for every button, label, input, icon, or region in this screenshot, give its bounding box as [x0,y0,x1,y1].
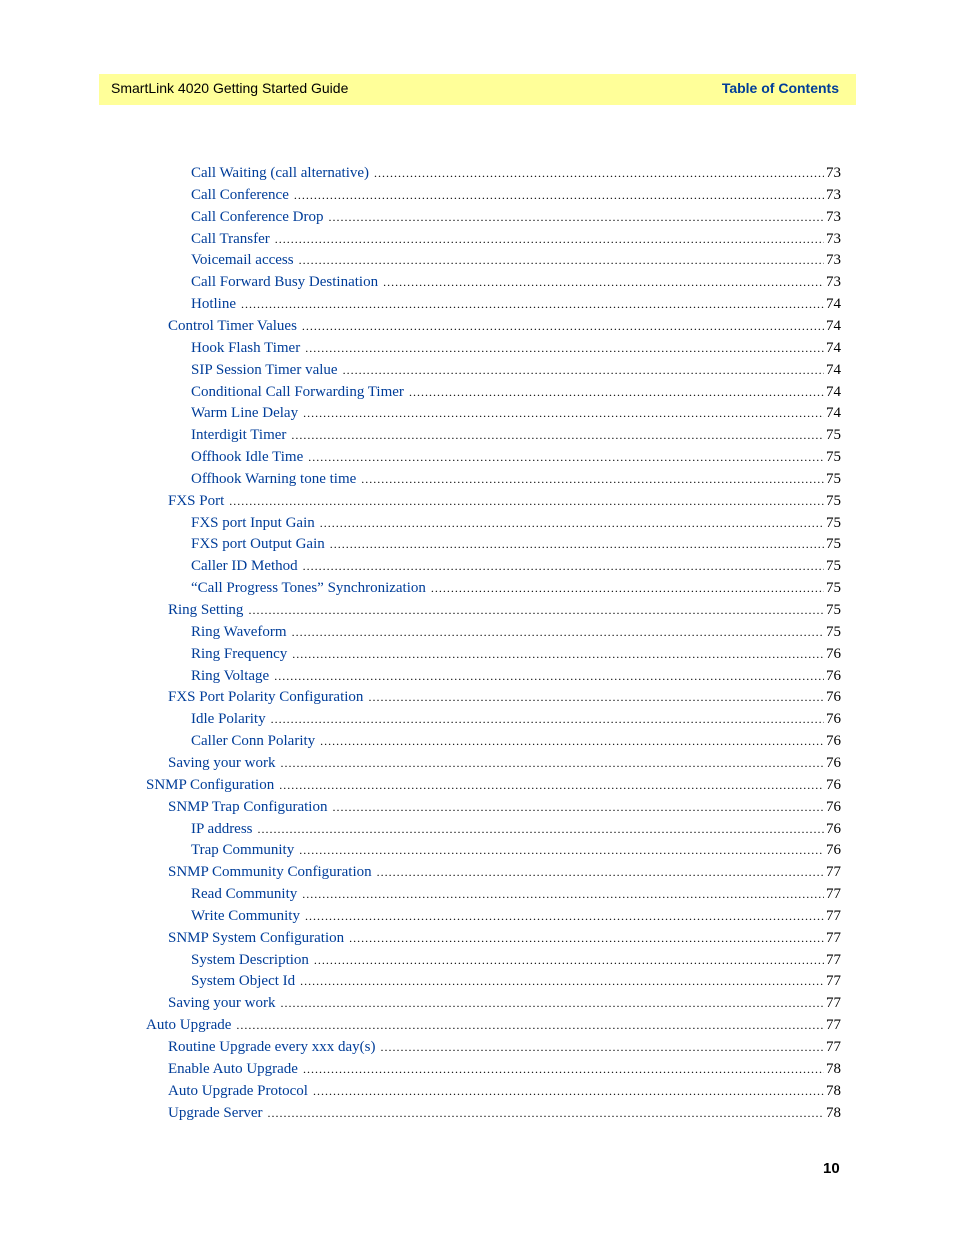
toc-dot-leader [431,577,824,599]
toc-entry-page[interactable]: 78 [826,1082,841,1099]
toc-entry-page[interactable]: 73 [826,208,841,225]
toc-dot-leader [292,621,824,643]
toc-entry-page[interactable]: 77 [826,864,841,881]
toc-entry-page[interactable]: 75 [826,602,841,618]
toc-entry-page[interactable]: 77 [826,973,841,990]
toc-entry-page[interactable]: 74 [826,361,841,378]
toc-entry-title[interactable]: Upgrade Server [168,1104,263,1121]
toc-dot-leader [320,512,824,534]
toc-entry-page[interactable]: 75 [826,558,841,575]
toc-entry[interactable] [191,905,841,927]
toc-entry[interactable] [191,643,841,665]
toc-entry[interactable] [191,293,841,315]
toc-entry[interactable] [168,686,841,708]
toc-dot-leader [274,665,824,687]
toc-entry-page[interactable]: 78 [826,1104,841,1121]
toc-entry-title[interactable]: SNMP System Configuration [168,929,345,946]
document-title: SmartLink 4020 Getting Started Guide [111,80,349,96]
toc-entry-title[interactable]: Saving your work [168,995,276,1012]
toc-entry[interactable] [191,424,841,446]
toc-dot-leader [275,228,824,250]
toc-entry[interactable] [168,1080,841,1102]
toc-entry-title[interactable]: SNMP Trap Configuration [168,798,328,815]
toc-entry[interactable] [191,665,841,687]
toc-entry[interactable] [168,796,841,818]
toc-dot-leader [302,883,824,905]
toc-entry[interactable] [146,774,841,796]
toc-dot-leader [377,861,824,883]
toc-entry-title[interactable]: Call Conference Drop [191,208,324,225]
toc-entry-page[interactable]: 73 [826,165,841,181]
toc-entry-page[interactable]: 76 [826,689,841,706]
toc-entry[interactable] [191,206,841,228]
toc-entry-title[interactable]: Ring Waveform [191,623,287,640]
toc-entry-page[interactable]: 76 [826,820,841,837]
toc-entry-title[interactable]: SNMP Community Configuration [168,864,372,881]
toc-entry-title[interactable]: IP address [191,820,253,837]
toc-dot-leader [299,249,824,271]
toc-entry-page[interactable]: 74 [826,383,841,400]
toc-entry-page[interactable]: 76 [826,842,841,859]
toc-entry[interactable] [191,271,841,293]
toc-entry-title[interactable]: SNMP Configuration [146,776,275,793]
toc-entry-page[interactable]: 76 [826,754,841,771]
toc-entry[interactable] [191,402,841,424]
toc-entry-title[interactable]: Auto Upgrade Protocol [168,1082,308,1099]
toc-entry-page[interactable]: 75 [826,492,841,509]
toc-entry[interactable] [168,315,841,337]
toc-dot-leader [294,184,824,206]
toc-dot-leader [303,402,824,424]
toc-entry[interactable] [191,555,841,577]
toc-dot-leader [281,992,825,1014]
toc-entry-title[interactable]: “Call Progress Tones” Synchronization [191,580,426,597]
toc-entry-title[interactable]: Routine Upgrade every xxx day(s) [168,1039,376,1055]
toc-entry-title[interactable]: Conditional Call Forwarding Timer [191,383,404,400]
toc-entry-title[interactable]: Hotline [191,296,236,313]
toc-dot-leader [271,708,824,730]
toc-entry-title[interactable]: Control Timer Values [168,317,297,334]
page-header [99,74,856,105]
toc-dot-leader [343,359,824,381]
toc-dot-leader [229,490,824,512]
toc-entry[interactable] [191,970,841,992]
toc-dot-leader [305,337,824,359]
toc-dot-leader [303,1058,824,1080]
toc-entry-page[interactable]: 76 [826,667,841,684]
toc-entry[interactable] [191,621,841,643]
toc-dot-leader [330,533,824,555]
toc-entry[interactable] [168,490,841,512]
toc-entry-title[interactable]: Idle Polarity [191,711,266,728]
toc-entry-title[interactable]: Call Waiting (call alternative) [191,165,370,181]
toc-dot-leader [305,905,824,927]
toc-dot-leader [291,424,824,446]
toc-entry-title[interactable]: Warm Line Delay [191,405,299,422]
toc-entry-title[interactable]: Saving your work [168,754,276,771]
toc-entry[interactable] [168,861,841,883]
toc-dot-leader [279,774,824,796]
toc-entry[interactable] [146,1014,841,1036]
toc-entry-title[interactable]: SIP Session Timer value [191,361,338,378]
toc-entry[interactable] [191,949,841,971]
toc-entry-title[interactable]: Trap Community [191,842,295,859]
toc-entry-page[interactable]: 75 [826,580,841,597]
toc-dot-leader [314,949,824,971]
toc-entry[interactable] [168,992,841,1014]
toc-entry-page[interactable]: 75 [826,449,841,466]
toc-dot-leader [248,599,824,621]
toc-dot-leader [349,927,824,949]
toc-dot-leader [308,446,824,468]
toc-entry-title[interactable]: Interdigit Timer [191,427,287,444]
toc-entry-page[interactable]: 77 [826,886,841,903]
toc-entry[interactable] [191,839,841,861]
toc-dot-leader [292,643,824,665]
toc-entry-page[interactable]: 75 [826,536,841,553]
toc-entry[interactable] [191,162,841,184]
toc-entry-page[interactable]: 75 [826,514,841,531]
toc-dot-leader [409,381,824,403]
toc-entry[interactable] [168,1036,841,1058]
toc-dot-leader [281,752,825,774]
toc-entry-title[interactable]: FXS port Output Gain [191,536,325,553]
toc-entry-title[interactable]: Enable Auto Upgrade [168,1060,298,1077]
toc-entry-page[interactable]: 75 [826,470,841,487]
toc-dot-leader [332,796,824,818]
toc-entry[interactable] [168,752,841,774]
toc-entry-title[interactable]: Ring Voltage [191,667,270,684]
toc-entry-page[interactable]: 77 [826,907,841,924]
toc-entry[interactable] [191,730,841,752]
toc-dot-leader [368,686,824,708]
toc-entry[interactable] [191,359,841,381]
toc-dot-leader [303,555,824,577]
toc-entry-title[interactable]: Call Conference [191,186,289,203]
toc-entry-page[interactable]: 76 [826,711,841,728]
toc-entry[interactable] [191,512,841,534]
toc-entry-page[interactable]: 77 [826,929,841,946]
toc-dot-leader [299,839,824,861]
toc-dot-leader [380,1036,824,1058]
toc-entry[interactable] [168,1102,841,1124]
toc-entry-page[interactable]: 74 [826,405,841,422]
toc-entry-title[interactable]: Caller ID Method [191,558,298,575]
toc-dot-leader [302,315,824,337]
toc-entry-page[interactable]: 74 [826,339,841,356]
toc-entry[interactable] [191,533,841,555]
toc-dot-leader [300,970,824,992]
toc-dot-leader [328,206,824,228]
toc-entry-page[interactable]: 77 [826,951,841,968]
toc-entry-page[interactable]: 74 [826,296,841,313]
toc-entry-title[interactable]: Read Community [191,886,298,903]
toc-entry-page[interactable]: 73 [826,274,841,291]
toc-entry-title[interactable]: FXS Port Polarity Configuration [168,689,364,706]
toc-entry-page[interactable]: 77 [826,1017,841,1034]
toc-entry-title[interactable]: Caller Conn Polarity [191,733,316,750]
toc-entry[interactable] [191,468,841,490]
toc-entry[interactable] [191,446,841,468]
toc-entry-page[interactable]: 76 [826,733,841,750]
section-title[interactable]: Table of Contents [721,80,839,96]
toc-entry-page[interactable]: 73 [826,252,841,269]
toc-entry-page[interactable]: 75 [826,623,841,640]
toc-entry-page[interactable]: 78 [826,1060,841,1077]
toc-entry[interactable] [191,381,841,403]
toc-dot-leader [383,271,824,293]
toc-dot-leader [374,162,824,184]
toc-dot-leader [241,293,824,315]
toc-entry-title[interactable]: Call Forward Busy Destination [191,274,379,291]
toc-entry-title[interactable]: Call Transfer [191,230,270,247]
toc-entry-title[interactable]: Ring Frequency [191,645,288,662]
toc-entry-page[interactable]: 77 [826,1039,841,1055]
toc-entry-title[interactable]: Voicemail access [191,252,294,269]
toc-dot-leader [258,818,824,840]
toc-entry[interactable] [191,228,841,250]
toc-entry-title[interactable]: System Object Id [191,973,296,990]
toc-entry[interactable] [168,1058,841,1080]
toc-entry-title[interactable]: FXS port Input Gain [191,514,315,531]
toc-entry-page[interactable]: 75 [826,427,841,444]
toc-entry-title[interactable]: Offhook Idle Time [191,449,304,466]
toc-entry[interactable] [168,927,841,949]
toc-entry[interactable] [191,708,841,730]
toc-dot-leader [320,730,824,752]
toc-entry-title[interactable]: Ring Setting [168,602,244,618]
toc-dot-leader [361,468,824,490]
toc-entry[interactable] [191,883,841,905]
toc-entry[interactable] [191,249,841,271]
toc-entry[interactable] [191,818,841,840]
toc-dot-leader [236,1014,824,1036]
toc-entry-page[interactable]: 76 [826,798,841,815]
toc-entry-page[interactable]: 74 [826,317,841,334]
toc-entry-page[interactable]: 76 [826,645,841,662]
toc-entry-page[interactable]: 73 [826,230,841,247]
toc-entry-title[interactable]: Offhook Warning tone time [191,470,357,487]
toc-entry-title[interactable]: System Description [191,951,309,968]
toc-entry[interactable] [191,577,841,599]
toc-entry[interactable] [191,337,841,359]
toc-entry-title[interactable]: Auto Upgrade [146,1017,232,1034]
toc-entry-page[interactable]: 76 [826,776,841,793]
toc-dot-leader [268,1102,824,1124]
toc-entry-title[interactable]: Hook Flash Timer [191,339,301,356]
toc-dot-leader [313,1080,824,1102]
toc-entry[interactable] [168,599,841,621]
toc-entry-title[interactable]: FXS Port [168,492,225,509]
toc-entry[interactable] [191,184,841,206]
toc-entry-page[interactable]: 73 [826,186,841,203]
page-number: 10 [823,1160,840,1177]
toc-entry-page[interactable]: 77 [826,995,841,1012]
toc-entry-title[interactable]: Write Community [191,907,300,924]
